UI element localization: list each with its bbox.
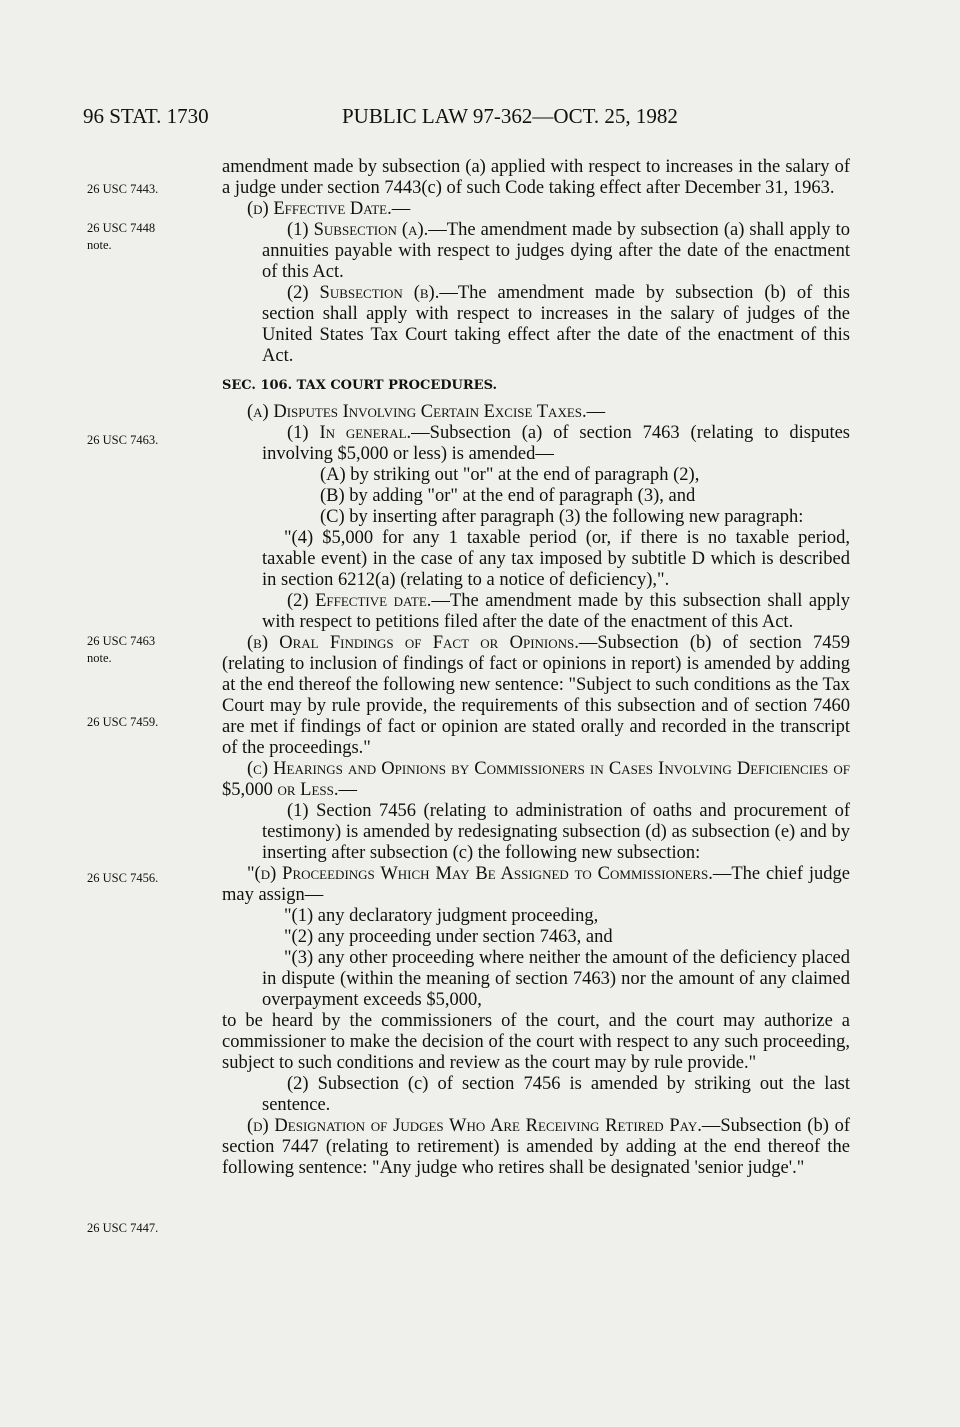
margin-note: 26 USC 7463	[87, 634, 156, 648]
paragraph-text: The chief judge may assign—	[222, 864, 850, 905]
subsection-heading	[222, 402, 850, 423]
subsection-label: (a) Disputes Involving Certain Excise Taxes.—	[247, 402, 606, 422]
paragraph	[222, 423, 850, 465]
subsection-label: (c) Hearings and Opinions by Commissioners in Cases Involving Deficiencies of $5,000 or Less.—	[222, 759, 850, 800]
document-body	[222, 157, 850, 1179]
clause: (A) by striking out "or" at the end of paragraph (2),	[320, 465, 700, 485]
margin-note: 26 USC 7456.	[87, 871, 159, 885]
quoted-paragraph: "(4) $5,000 for any 1 taxable period (or, if there is no taxable period, taxable event) in the case of any tax imposed by subtitle D which is described in section 6212(a) (relating to a notice of deficiency),".	[262, 528, 850, 590]
paragraph	[222, 1116, 850, 1179]
margin-note: note.	[87, 238, 112, 252]
paragraph-text: —Subsection (a) of section 7463 (relating to disputes involving $5,000 or less) is amended—	[262, 423, 850, 464]
page-stat-citation: 96 STAT. 1730	[83, 104, 209, 128]
paragraph-text: —Subsection (b) of section 7459 (relating to inclusion of findings of fact or opinions in report) is amended by adding at the end thereof the following new sentence: "Subject to such conditions as the Tax Court may by rule provide, the requirements of this subsection and of section 7460 are met if findings of fact or opinion are stated orally and recorded in the transcript of the proceedings."	[222, 633, 850, 758]
subsection-heading	[222, 199, 850, 220]
paragraph	[222, 591, 850, 633]
section-heading: SEC. 106. TAX COURT PROCEDURES.	[222, 378, 498, 393]
clause: (B) by adding "or" at the end of paragraph (3), and	[320, 486, 696, 506]
subsection-heading	[222, 759, 850, 801]
paragraph	[222, 283, 850, 367]
paragraph: amendment made by subsection (a) applied with respect to increases in the salary of a judge under section 7443(c) of such Code taking effect after December 31, 1963.	[222, 157, 850, 198]
quoted-clause: "(1) any declaratory judgment proceeding,	[284, 906, 599, 926]
subsection-label: (b) Oral Findings of Fact or Opinions.	[247, 633, 579, 653]
paragraph-text: —The amendment made by subsection (b) of this section shall apply with respect to increases in the salary of judges of the United States Tax Court taking effect after the date of the enactment of this Act.	[262, 283, 850, 366]
paragraph: to be heard by the commissioners of the court, and the court may authorize a commissioner to make the decision of the court with respect to any such proceeding, subject to such conditions and review as the court may by rule provide."	[222, 1011, 850, 1073]
subsection-label: "(d) Proceedings Which May Be Assigned to Commissioners.—	[247, 864, 732, 884]
margin-note: 26 USC 7463.	[87, 433, 159, 447]
quoted-clause: "(2) any proceeding under section 7463, and	[284, 927, 613, 947]
margin-note: 26 USC 7443.	[87, 182, 159, 196]
subsection-label: (d) Designation of Judges Who Are Receiving Retired Pay.—	[247, 1116, 721, 1136]
paragraph	[222, 633, 850, 759]
paragraph: (1) Section 7456 (relating to administration of oaths and procurement of testimony) is amended by redesignating subsection (d) as subsection (e) and by inserting after subsection (c) the following new subsection:	[262, 801, 850, 863]
paragraph-text: —The amendment made by subsection (a) shall apply to annuities payable with respect to judges dying after the date of the enactment of this Act.	[262, 220, 850, 282]
paragraph-label: (2) Subsection (b).	[287, 283, 440, 303]
margin-note: 26 USC 7459.	[87, 715, 159, 729]
quoted-subsection	[222, 864, 850, 906]
paragraph-label: (1) In general.	[287, 423, 412, 443]
paragraph-text: Subsection (b) of section 7447 (relating to retirement) is amended by adding at the end thereof the following sentence: "Any judge who retires shall be designated 'senior judge'."	[222, 1116, 850, 1178]
quoted-clause: "(3) any other proceeding where neither the amount of the deficiency placed in dispute (within the meaning of section 7463) nor the amount of any claimed overpayment exceeds $5,000,	[262, 948, 850, 1010]
margin-note: note.	[87, 651, 112, 665]
clause: (C) by inserting after paragraph (3) the following new paragraph:	[320, 507, 804, 527]
paragraph-text: —The amendment made by this subsection shall apply with respect to petitions filed after the date of the enactment of this Act.	[262, 591, 851, 632]
paragraph-label: (1) Subsection (a).	[287, 220, 429, 240]
paragraph-label: (2) Effective date.	[287, 591, 432, 611]
paragraph: (2) Subsection (c) of section 7456 is amended by striking out the last sentence.	[262, 1074, 850, 1115]
paragraph	[222, 220, 850, 283]
margin-note: 26 USC 7448	[87, 221, 156, 235]
margin-note: 26 USC 7447.	[87, 1221, 159, 1235]
page-title: PUBLIC LAW 97-362—OCT. 25, 1982	[342, 104, 678, 128]
subsection-label: (d) Effective Date.—	[247, 199, 411, 219]
